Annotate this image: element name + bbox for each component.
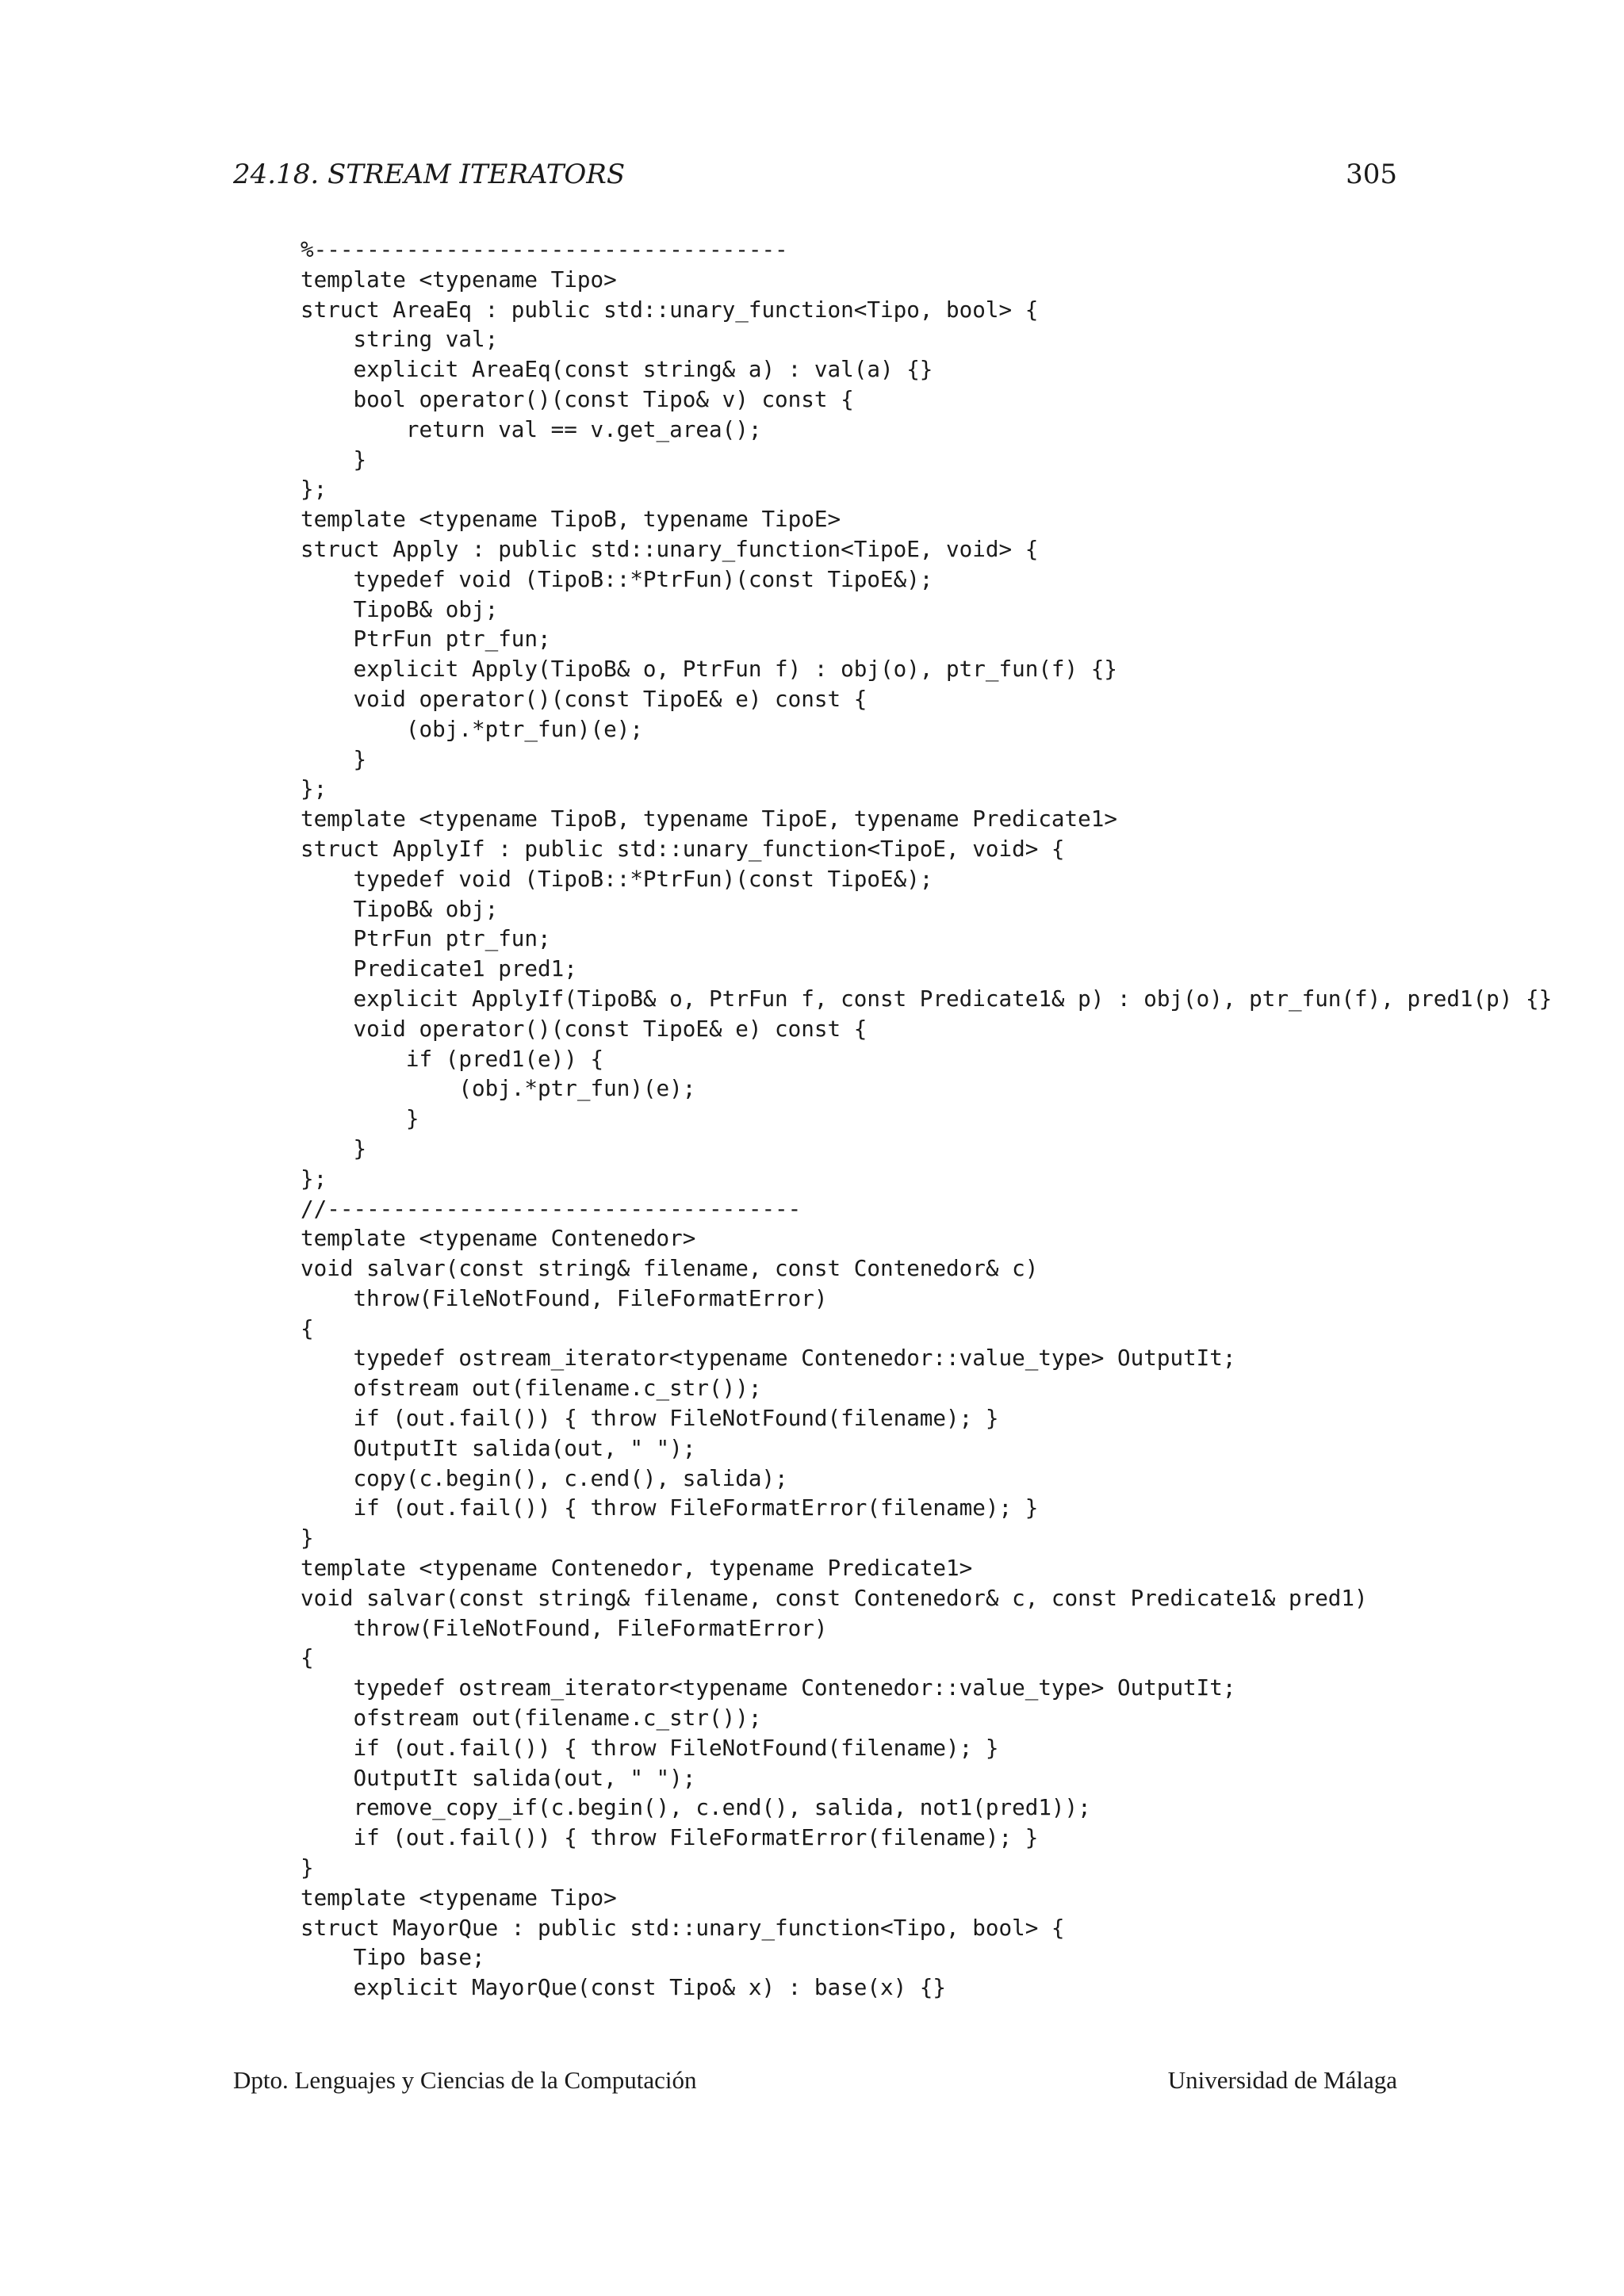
- code-line: explicit Apply(TipoB& o, PtrFun f) : obj(o), ptr_fun(f) {}: [301, 656, 1117, 683]
- code-line: string val;: [301, 326, 499, 353]
- code-line: {: [301, 1314, 314, 1341]
- code-line: struct MayorQue : public std::unary_function<Tipo, bool> {: [301, 1914, 1065, 1941]
- code-line: void salvar(const string& filename, const Contenedor& c, const Predicate1& pred1): [301, 1584, 1368, 1611]
- code-line: template <typename Tipo>: [301, 1884, 617, 1911]
- code-line: void operator()(const TipoE& e) const {: [301, 1015, 868, 1042]
- code-line: };: [301, 775, 327, 802]
- code-line: if (out.fail()) { throw FileNotFound(filename); }: [301, 1405, 999, 1432]
- code-line: //------------------------------------: [301, 1195, 802, 1222]
- code-line: struct Apply : public std::unary_function<TipoE, void> {: [301, 535, 1039, 562]
- code-line: bool operator()(const Tipo& v) const {: [301, 385, 854, 412]
- code-line: typedef ostream_iterator<typename Contenedor::value_type> OutputIt;: [301, 1345, 1236, 1372]
- code-line: template <typename Tipo>: [301, 266, 617, 293]
- code-line: if (out.fail()) { throw FileNotFound(filename); }: [301, 1734, 999, 1761]
- code-line: }: [301, 745, 367, 772]
- code-line: template <typename TipoB, typename TipoE, typename Predicate1>: [301, 806, 1117, 832]
- code-line: ofstream out(filename.c_str());: [301, 1375, 762, 1402]
- code-line: struct ApplyIf : public std::unary_function<TipoE, void> {: [301, 835, 1065, 862]
- code-line: (obj.*ptr_fun)(e);: [301, 715, 643, 742]
- code-line: };: [301, 476, 327, 503]
- section-title: 24.18. STREAM ITERATORS: [233, 159, 626, 190]
- department-name: Dpto. Lenguajes y Ciencias de la Computación: [233, 2066, 697, 2094]
- code-line: }: [301, 1135, 367, 1161]
- page-number: 305: [1346, 159, 1397, 190]
- code-line: typedef ostream_iterator<typename Contenedor::value_type> OutputIt;: [301, 1674, 1236, 1701]
- code-line: template <typename Contenedor>: [301, 1225, 696, 1252]
- code-line: explicit ApplyIf(TipoB& o, PtrFun f, const Predicate1& p) : obj(o), ptr_fun(f), pred1(p) {}: [301, 985, 1553, 1012]
- code-line: %------------------------------------: [301, 236, 788, 262]
- code-line: void operator()(const TipoE& e) const {: [301, 685, 868, 712]
- code-line: if (out.fail()) { throw FileFormatError(filename); }: [301, 1824, 1039, 1851]
- code-line: if (pred1(e)) {: [301, 1045, 604, 1072]
- code-line: (obj.*ptr_fun)(e);: [301, 1075, 696, 1102]
- code-line: template <typename Contenedor, typename Predicate1>: [301, 1555, 973, 1582]
- code-listing: [301, 235, 1552, 2003]
- code-line: struct AreaEq : public std::unary_function<Tipo, bool> {: [301, 296, 1039, 323]
- code-line: TipoB& obj;: [301, 895, 499, 922]
- code-line: }: [301, 1105, 419, 1132]
- code-line: }: [301, 1525, 314, 1552]
- code-line: typedef void (TipoB::*PtrFun)(const TipoE&);: [301, 565, 933, 592]
- code-line: OutputIt salida(out, " ");: [301, 1434, 696, 1461]
- code-line: template <typename TipoB, typename TipoE>: [301, 506, 841, 533]
- code-line: typedef void (TipoB::*PtrFun)(const TipoE&);: [301, 865, 933, 892]
- code-line: {: [301, 1644, 314, 1671]
- code-line: Tipo base;: [301, 1944, 485, 1971]
- code-line: OutputIt salida(out, " ");: [301, 1764, 696, 1791]
- code-line: Predicate1 pred1;: [301, 955, 577, 982]
- code-line: };: [301, 1165, 327, 1192]
- code-line: }: [301, 446, 367, 473]
- code-line: TipoB& obj;: [301, 595, 499, 622]
- code-line: }: [301, 1854, 314, 1881]
- running-foot: [233, 2063, 1397, 2098]
- code-line: explicit AreaEq(const string& a) : val(a) {}: [301, 356, 933, 383]
- code-line: throw(FileNotFound, FileFormatError): [301, 1614, 828, 1641]
- code-line: if (out.fail()) { throw FileFormatError(filename); }: [301, 1494, 1039, 1521]
- university-name: Universidad de Málaga: [1167, 2066, 1397, 2094]
- code-line: remove_copy_if(c.begin(), c.end(), salida, not1(pred1));: [301, 1794, 1091, 1821]
- code-line: throw(FileNotFound, FileFormatError): [301, 1284, 828, 1311]
- code-line: PtrFun ptr_fun;: [301, 626, 551, 652]
- code-line: copy(c.begin(), c.end(), salida);: [301, 1464, 788, 1491]
- code-line: ofstream out(filename.c_str());: [301, 1705, 762, 1732]
- code-line: return val == v.get_area();: [301, 415, 762, 442]
- running-head: [233, 155, 1397, 193]
- code-line: PtrFun ptr_fun;: [301, 925, 551, 952]
- code-line: void salvar(const string& filename, const Contenedor& c): [301, 1255, 1039, 1282]
- code-line: explicit MayorQue(const Tipo& x) : base(x) {}: [301, 1974, 947, 2001]
